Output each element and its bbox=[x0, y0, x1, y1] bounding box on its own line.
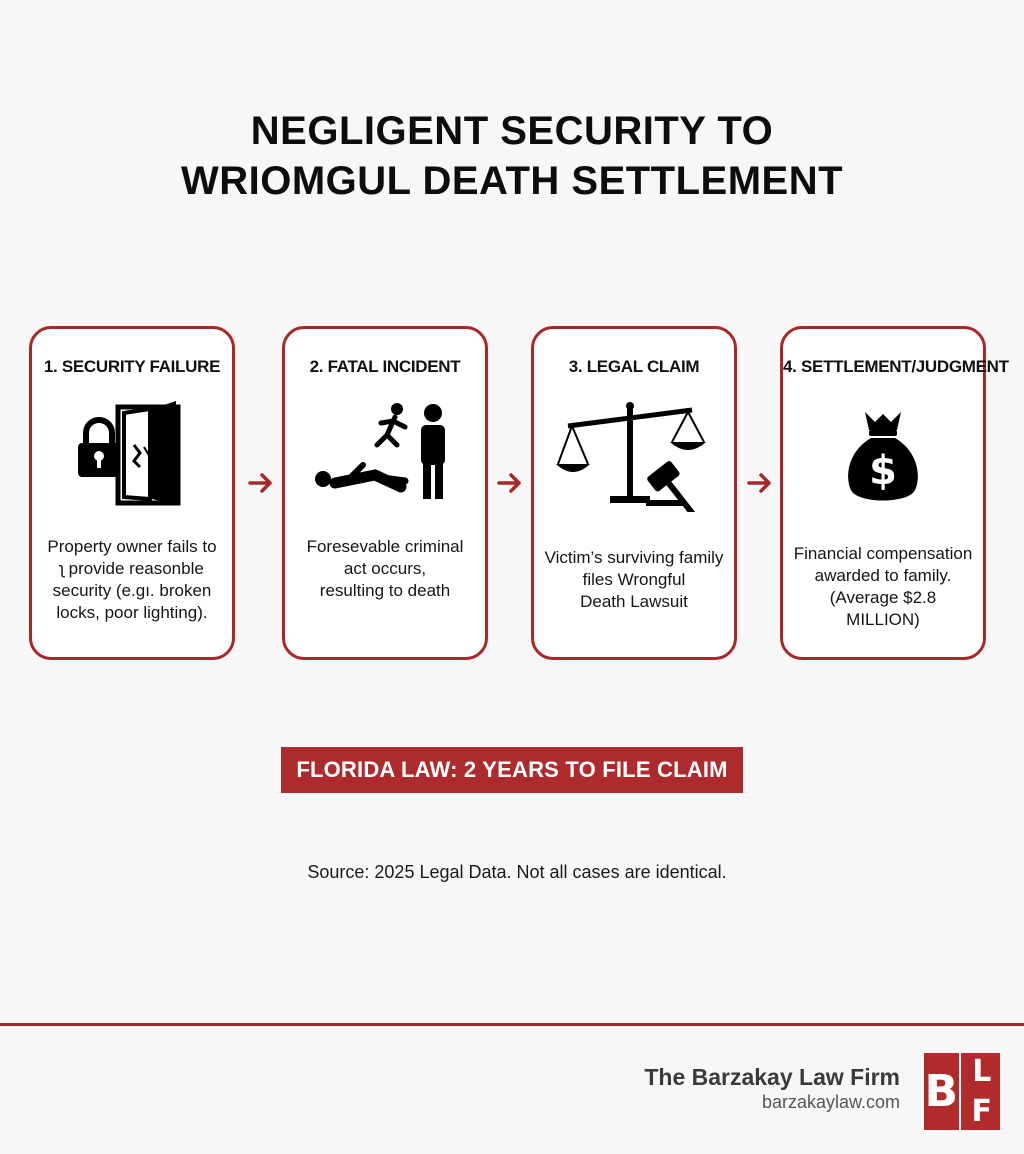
step-description bbox=[791, 543, 975, 631]
firm-name: The Barzakay Law Firm bbox=[644, 1064, 900, 1090]
logo-letter-f: F bbox=[971, 1094, 992, 1129]
step-description-line: awarded to family. bbox=[814, 566, 952, 585]
step-description-line: ʅ provide reasonble bbox=[60, 559, 204, 578]
step-description-line: files Wrongful bbox=[582, 570, 686, 589]
logo-letter-l: L bbox=[972, 1054, 992, 1089]
step-card-legal-claim bbox=[531, 326, 737, 660]
deadline-banner: FLORIDA LAW: 2 YEARS TO FILE CLAIM bbox=[281, 747, 743, 793]
title-line-1: NEGLIGENT SECURITY TO bbox=[250, 109, 774, 153]
step-description-line: security (e.gı. broken bbox=[52, 581, 212, 600]
step-heading: 1. SECURITY FAILURE bbox=[43, 357, 221, 376]
arrow-right-icon bbox=[747, 470, 773, 496]
step-description-line: Financial compensation bbox=[793, 544, 973, 563]
fallen-victim-icon bbox=[285, 401, 485, 511]
step-description bbox=[293, 536, 477, 602]
step-description-line: Foresevable criminal bbox=[306, 537, 464, 556]
step-description-line: resulting to death bbox=[319, 581, 451, 600]
step-card-security-failure bbox=[29, 326, 235, 660]
step-description-line: locks, poor lighting). bbox=[56, 603, 208, 622]
step-heading: 2. FATAL INCIDENT bbox=[309, 357, 461, 376]
step-description-line: act occurs, bbox=[343, 559, 427, 578]
step-description bbox=[542, 547, 726, 613]
step-heading: 3. LEGAL CLAIM bbox=[568, 357, 700, 376]
firm-logo bbox=[924, 1053, 1000, 1130]
step-description-line: (Average $2.8 MILLION) bbox=[829, 588, 937, 629]
source-note: Source: 2025 Legal Data. Not all cases are identical. bbox=[307, 862, 727, 882]
step-description-line: Property owner fails to bbox=[47, 537, 217, 556]
scales-of-justice-gavel-icon bbox=[534, 401, 734, 511]
step-card-fatal-incident bbox=[282, 326, 488, 660]
arrow-right-icon bbox=[497, 470, 523, 496]
money-bag-icon bbox=[783, 401, 983, 511]
step-heading: 4. SETTLEMENT/JUDGMENT bbox=[783, 357, 1009, 376]
step-description bbox=[40, 536, 224, 624]
svg-text:$: $ bbox=[869, 448, 897, 494]
step-card-settlement-judgment bbox=[780, 326, 1009, 660]
step-description-line: Victim’s surviving family bbox=[544, 548, 724, 567]
page-title bbox=[0, 106, 1024, 206]
title-line-2: WRIOMGUL DEATH SETTLEMENT bbox=[180, 159, 844, 203]
step-description-line: Death Lawsuit bbox=[580, 592, 688, 611]
footer-divider bbox=[0, 1023, 1024, 1026]
firm-url[interactable]: barzakaylaw.com bbox=[761, 1092, 900, 1112]
arrow-right-icon bbox=[248, 470, 274, 496]
logo-letter-b: B bbox=[924, 1053, 961, 1130]
broken-lock-door-icon bbox=[32, 401, 232, 511]
